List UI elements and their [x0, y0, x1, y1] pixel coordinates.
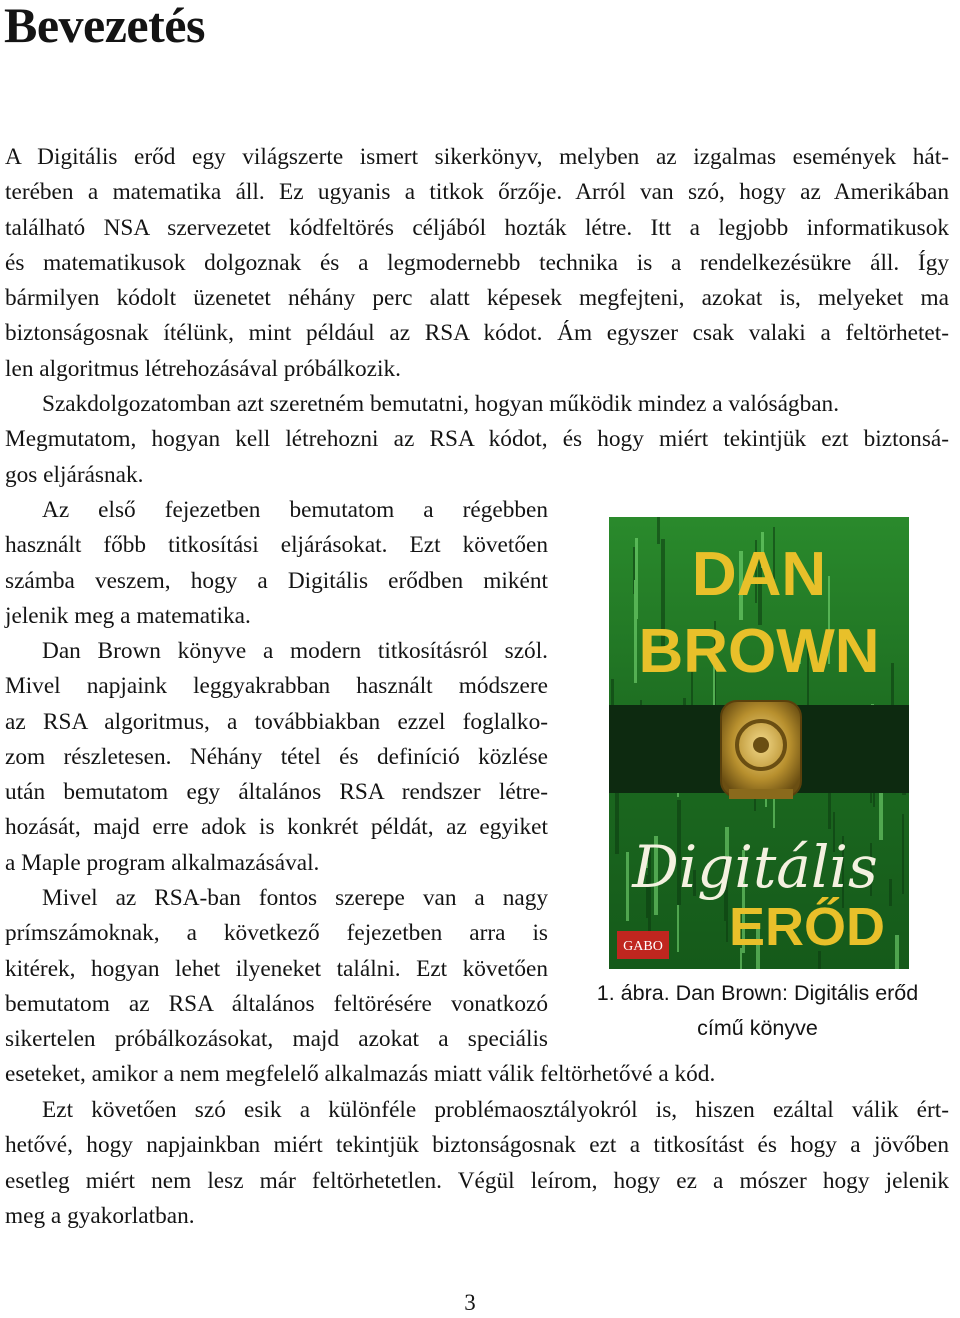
book-cover-image: [609, 517, 909, 969]
text-line: az RSA algoritmus, a továbbiakban ezzel foglalko-: [5, 708, 548, 735]
text-line: Ezt követően szó esik a különféle problémaosztályokról is, hiszen ezáltal válik ért-: [42, 1097, 949, 1123]
text-line: Szakdolgozatomban azt szeretném bemutatni, hogyan működik mindez a valóságban.: [42, 391, 840, 417]
text-line: hetővé, hogy napjainkban miért tekintjük biztonságosnak ezt a titkosítást és hogy a jövőben: [5, 1132, 949, 1159]
cover-title-block: ERŐD: [728, 897, 886, 957]
figure-caption-continued: című könyve: [697, 1016, 818, 1040]
text-line: zom részletesen. Néhány tétel és definíció közlése: [5, 743, 548, 770]
text-line: után bemutatom egy általános RSA rendszer létre-: [5, 779, 548, 806]
text-line: A Digitális erőd egy világszerte ismert sikerkönyv, melyben az izgalmas események hát-: [5, 144, 949, 170]
thesis-goal-paragraph: [5, 387, 949, 493]
cover-title-script: Digitális: [632, 833, 878, 901]
text-line: használt főbb titkosítási eljárásokat. Ezt követően: [5, 532, 548, 559]
text-line: és matematikusok dolgoznak és a legmodernebb technika is a rendelkezésükre áll. Így: [5, 249, 949, 276]
intro-paragraph: [5, 140, 949, 387]
text-line: bármilyen kódolt üzenetet néhány perc alatt képesek megfejteni, azokat is, melyeket ma: [5, 285, 949, 312]
text-line: található NSA szervezetet kódfeltörés céljából hozták létre. Itt a legjobb informatikusok: [5, 214, 949, 241]
text-line: kitérek, hogyan lehet ilyeneket találni. Ezt követően: [5, 955, 548, 982]
text-line: sikertelen próbálkozásokat, majd azokat a speciális: [5, 1026, 548, 1053]
conclusion-paragraph: [5, 1093, 949, 1234]
text-line: Mivel az RSA-ban fontos szerepe van a nagy: [42, 885, 548, 911]
vault-icon: [721, 701, 801, 799]
text-line: meg a gyakorlatban.: [5, 1202, 195, 1229]
text-line: gos eljárásnak.: [5, 461, 144, 488]
text-line: a Maple program alkalmazásával.: [5, 849, 320, 876]
cover-code-streak: [895, 935, 899, 969]
text-line: Megmutatom, hogyan kell létrehozni az RSA kódot, és hogy miért tekintjük ezt biztonsá-: [5, 426, 949, 453]
cover-code-streak: [634, 580, 637, 683]
cover-code-streak: [657, 517, 660, 544]
text-line: bemutatom az RSA általános feltörésére vonatkozó: [5, 990, 548, 1017]
rsa-paragraph: [5, 634, 548, 881]
text-line: prímszámoknak, a következő fejezetben arra is: [5, 920, 548, 947]
text-line: hozását, majd erre adok is konkrét példát, az egyiket: [5, 814, 548, 841]
text-line: terében a matematika áll. Ez ugyanis a titkok őrzője. Arról van szó, hogy az Amerikában: [5, 179, 949, 206]
chapter-heading: Bevezetés: [4, 0, 205, 53]
text-line: Az első fejezetben bemutatom a régebben: [42, 497, 548, 523]
publisher-logo: GABO: [623, 939, 663, 954]
text-line: számba veszem, hogy a Digitális erődben miként: [5, 567, 548, 594]
text-line: Mivel napjaink leggyakrabban használt módszere: [5, 673, 548, 700]
cover-code-streak: [889, 879, 892, 906]
cover-author-first: DAN: [691, 540, 827, 609]
text-line: Dan Brown könyve a modern titkosításról szól.: [42, 638, 548, 664]
cover-code-streak: [902, 814, 904, 894]
text-line: esetleg miért nem lesz már feltörhetetlen. Végül leírom, hogy ez a mószer hogy jelenik: [5, 1167, 949, 1194]
cover-author-last: BROWN: [638, 617, 880, 686]
page-number: 3: [464, 1290, 476, 1315]
text-line: len algoritmus létrehozásával próbálkozik.: [5, 355, 401, 382]
chapter-one-paragraph: [5, 493, 548, 634]
figure-caption: 1. ábra. Dan Brown: Digitális erőd: [596, 981, 919, 1005]
text-line: eseteket, amikor a nem megfelelő alkalmazás miatt válik feltörhetővé a kód.: [5, 1061, 716, 1088]
text-line: jelenik meg a matematika.: [5, 602, 251, 629]
text-line: biztonságosnak ítélünk, mint például az RSA kódot. Ám egyszer csak valaki a feltörhetet-: [5, 320, 949, 347]
cover-code-streak: [626, 852, 629, 921]
